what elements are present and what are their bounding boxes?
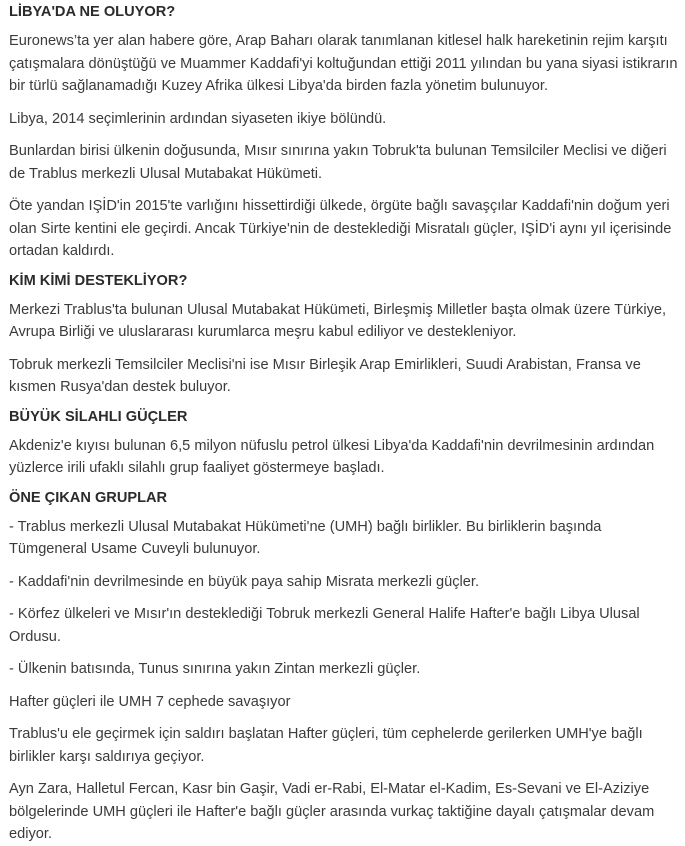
paragraph: Trablus'u ele geçirmek için saldırı başlatan Hafter güçleri, tüm cephelerde gerilerken UMH'ye bağlı birlikler karşı saldırıya geçiyor.: [9, 726, 643, 765]
list-item: - Trablus merkezli Ulusal Mutabakat Hükümeti'ne (UMH) bağlı birlikler. Bu birliklerin başında Tümgeneral Usame Cuveyli bulunuyor.: [9, 518, 602, 557]
paragraph: Öte yandan IŞİD'in 2015'te varlığını hissettirdiği ülkede, örgüte bağlı savaşçılar Kaddafi'nin doğum yeri olan Sirte kentini ele geçirdi. Ancak Türkiye'nin de desteklediği Misratalı güçler, IŞİD'i aynı yıl içerisinde ortadan kaldırdı.: [9, 198, 672, 259]
section-heading-armed-forces: BÜYÜK SİLAHLI GÜÇLER: [9, 408, 188, 425]
paragraph: Libya, 2014 seçimlerinin ardından siyaseten ikiye bölündü.: [9, 110, 387, 127]
paragraph: Ayn Zara, Halletul Fercan, Kasr bin Gaşir, Vadi er-Rabi, El-Matar el-Kadim, Es-Sevani ve El-Aziziye bölgelerinde UMH güçleri ile Hafter'e bağlı güçler arasında vurkaç taktiğine dayalı çatışmalar devam ediyor.: [9, 781, 655, 842]
paragraph: Hafter güçleri ile UMH 7 cephede savaşıyor: [9, 693, 291, 710]
list-item: - Körfez ülkeleri ve Mısır'ın desteklediği Tobruk merkezli General Halife Hafter'e bağlı Libya Ulusal Ordusu.: [9, 606, 640, 645]
list-item: - Kaddafi'nin devrilmesinde en büyük paya sahip Misrata merkezli güçler.: [9, 573, 480, 590]
paragraph: Bunlardan birisi ülkenin doğusunda, Mısır sınırına yakın Tobruk'ta bulunan Temsilciler Meclisi ve diğeri de Trablus merkezli Ulusal Mutabakat Hükümeti.: [9, 143, 667, 182]
list-item: - Ülkenin batısında, Tunus sınırına yakın Zintan merkezli güçler.: [9, 661, 421, 677]
section-heading-support: KİM KİMİ DESTEKLİYOR?: [9, 272, 188, 289]
paragraph: Tobruk merkezli Temsilciler Meclisi'ni ise Mısır Birleşik Arap Emirlikleri, Suudi Arabistan, Fransa ve kısmen Rusya'dan destek buluyor.: [9, 356, 641, 395]
paragraph: Euronews’ta yer alan habere göre, Arap Baharı olarak tanımlanan kitlesel halk hareketinin rejim karşıtı çatışmalara dönüştüğü ve Muammer Kaddafi'yi koltuğundan ettiği 2011 yılından bu yana siyasi istikrarın bir türlü sağlanamadığı Kuzey Afrika ülkesi Libya'da birden fazla yönetim bulunuyor.: [9, 33, 678, 94]
section-heading-groups: ÖNE ÇIKAN GRUPLAR: [9, 489, 168, 506]
section-heading-libya: LİBYA'DA NE OLUYOR?: [9, 4, 176, 20]
paragraph: Akdeniz'e kıyısı bulunan 6,5 milyon nüfuslu petrol ülkesi Libya'da Kaddafi'nin devrilmesinin ardından yüzlerce irili ufaklı silahlı grup faaliyet göstermeye başladı.: [9, 437, 655, 476]
paragraph: Merkezi Trablus'ta bulunan Ulusal Mutabakat Hükümeti, Birleşmiş Milletler başta olmak üzere Türkiye, Avrupa Birliği ve uluslararası kurumlarca meşru kabul ediliyor ve destekleniyor.: [9, 301, 667, 340]
